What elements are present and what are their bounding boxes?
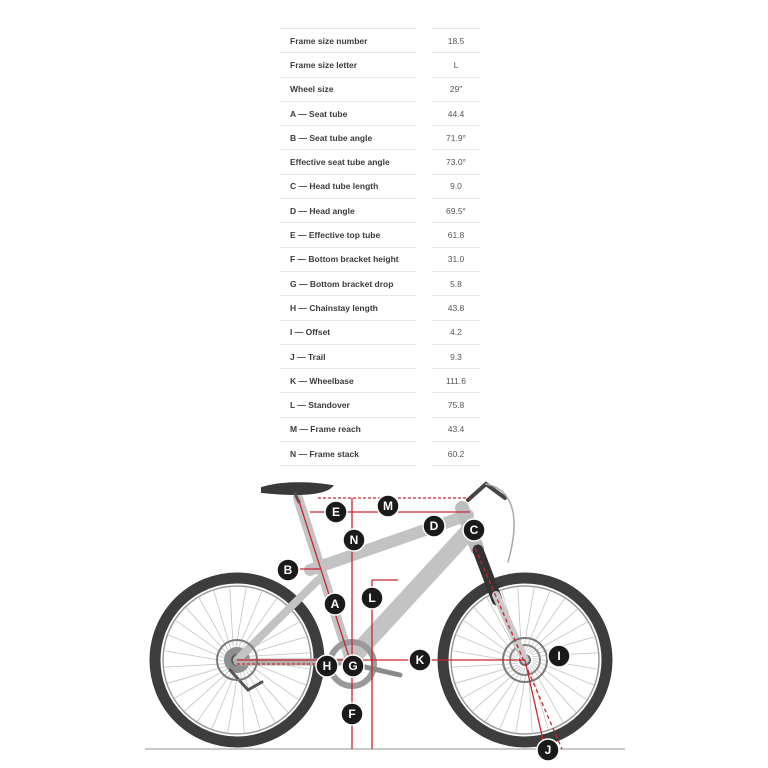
row-label: N — Frame stack xyxy=(280,442,416,466)
row-value: 18.5 xyxy=(432,29,480,53)
table-row xyxy=(280,296,480,320)
marker-e xyxy=(325,501,347,523)
table-row xyxy=(280,417,480,441)
table-row xyxy=(280,223,480,247)
row-value: 4.2 xyxy=(432,320,480,344)
row-label: F — Bottom bracket height xyxy=(280,247,416,271)
row-label: L — Standover xyxy=(280,393,416,417)
svg-text:I: I xyxy=(557,649,561,663)
row-value: 60.2 xyxy=(432,442,480,466)
row-value: 44.4 xyxy=(432,101,480,125)
table-row xyxy=(280,77,480,101)
row-value: 43.4 xyxy=(432,417,480,441)
row-value: 71.9° xyxy=(432,126,480,150)
row-value: 9.0 xyxy=(432,174,480,198)
row-value: 43.8 xyxy=(432,296,480,320)
row-label: H — Chainstay length xyxy=(280,296,416,320)
row-label: E — Effective top tube xyxy=(280,223,416,247)
table-row xyxy=(280,101,480,125)
row-label: Frame size letter xyxy=(280,53,416,77)
row-value: 31.0 xyxy=(432,247,480,271)
row-value: 73.0° xyxy=(432,150,480,174)
marker-n xyxy=(343,529,365,551)
svg-text:B: B xyxy=(283,563,293,577)
table-row xyxy=(280,29,480,53)
table-row xyxy=(280,174,480,198)
row-label: M — Frame reach xyxy=(280,417,416,441)
row-value: 5.8 xyxy=(432,271,480,295)
row-value: 29" xyxy=(432,77,480,101)
svg-text:C: C xyxy=(469,523,479,537)
row-label: G — Bottom bracket drop xyxy=(280,271,416,295)
row-value: 9.3 xyxy=(432,344,480,368)
row-label: C — Head tube length xyxy=(280,174,416,198)
table-row xyxy=(280,199,480,223)
row-label: Frame size number xyxy=(280,29,416,53)
marker-l xyxy=(361,587,383,609)
svg-text:A: A xyxy=(330,597,340,611)
marker-h xyxy=(316,655,338,677)
svg-text:L: L xyxy=(368,591,376,605)
marker-b xyxy=(277,559,299,581)
row-label: J — Trail xyxy=(280,344,416,368)
table-row xyxy=(280,53,480,77)
table-row xyxy=(280,126,480,150)
svg-text:E: E xyxy=(331,505,341,519)
table-row xyxy=(280,320,480,344)
row-value: 111.6 xyxy=(432,369,480,393)
svg-text:K: K xyxy=(415,653,425,667)
svg-text:F: F xyxy=(348,707,356,721)
line-a xyxy=(298,498,350,660)
row-value: 61.8 xyxy=(432,223,480,247)
marker-d xyxy=(423,515,445,537)
marker-k xyxy=(409,649,431,671)
svg-text:N: N xyxy=(349,533,359,547)
marker-f xyxy=(341,703,363,725)
row-label: A — Seat tube xyxy=(280,101,416,125)
table-row xyxy=(280,442,480,466)
row-value: 69.5° xyxy=(432,199,480,223)
row-label: Wheel size xyxy=(280,77,416,101)
bike-geometry-diagram xyxy=(0,470,768,768)
marker-c xyxy=(463,519,485,541)
row-label: Effective seat tube angle xyxy=(280,150,416,174)
row-value: 75.8 xyxy=(432,393,480,417)
row-value: L xyxy=(432,53,480,77)
marker-i xyxy=(548,645,570,667)
row-label: B — Seat tube angle xyxy=(280,126,416,150)
svg-text:G: G xyxy=(348,659,358,673)
marker-g xyxy=(342,655,364,677)
table-row xyxy=(280,344,480,368)
marker-m xyxy=(377,495,399,517)
table-row xyxy=(280,271,480,295)
row-label: D — Head angle xyxy=(280,199,416,223)
row-label: K — Wheelbase xyxy=(280,369,416,393)
table-row xyxy=(280,247,480,271)
geometry-table xyxy=(280,28,480,466)
table-row xyxy=(280,150,480,174)
marker-j xyxy=(537,739,559,761)
svg-text:J: J xyxy=(544,743,552,757)
marker-a xyxy=(324,593,346,615)
svg-text:D: D xyxy=(429,519,439,533)
row-label: I — Offset xyxy=(280,320,416,344)
table-row xyxy=(280,393,480,417)
table-row xyxy=(280,369,480,393)
svg-text:M: M xyxy=(383,499,393,513)
svg-text:H: H xyxy=(322,659,332,673)
